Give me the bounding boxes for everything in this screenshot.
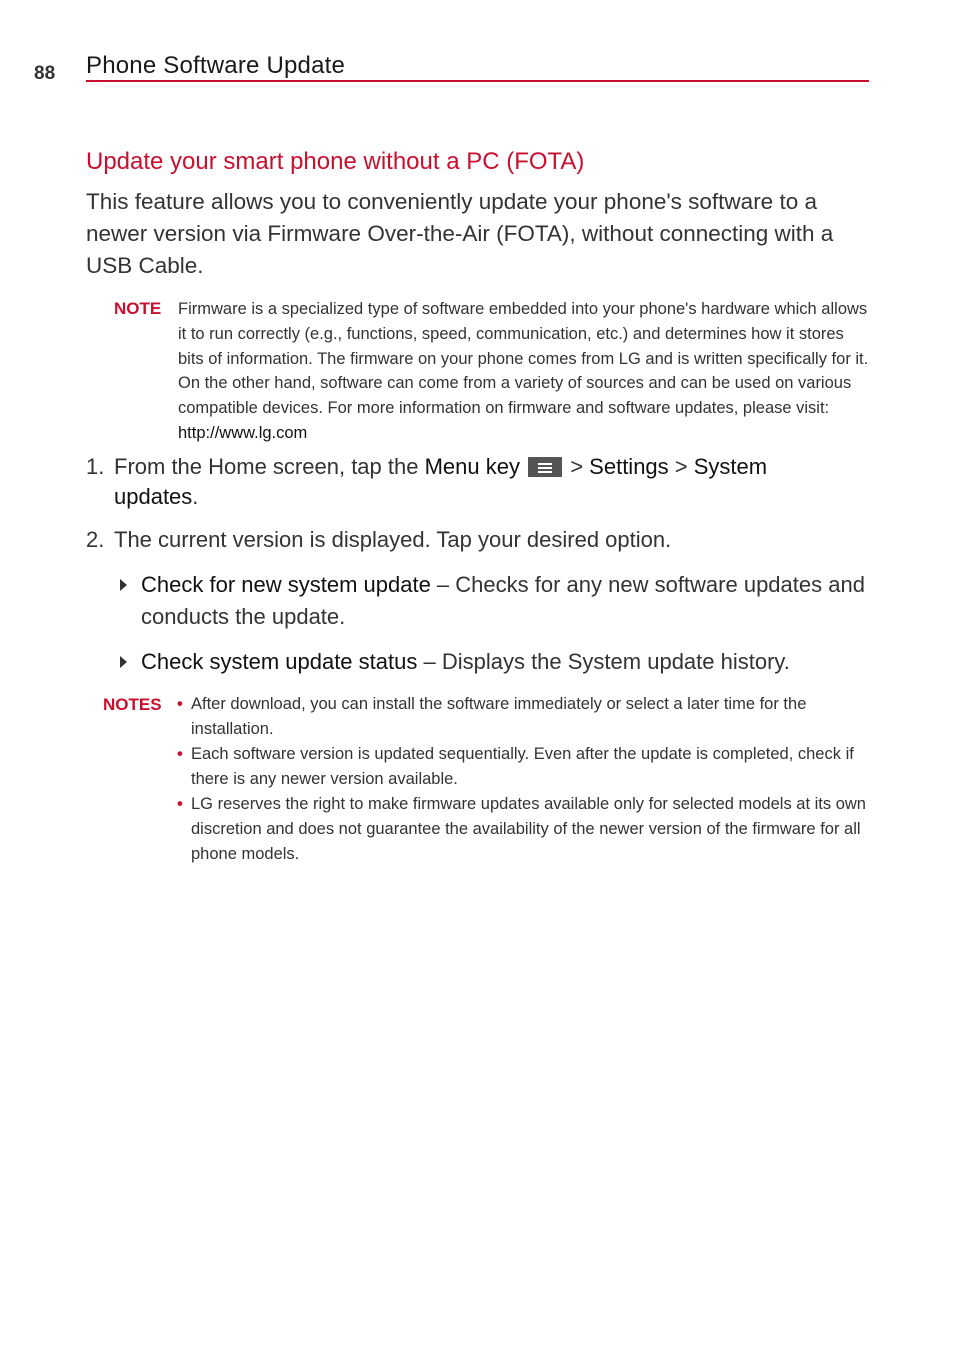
lg-website-link[interactable]: http://www.lg.com [178, 423, 308, 442]
bullet-triangle-icon [120, 656, 127, 668]
option-description: – Checks for any new software updates and conducts the update. [141, 572, 865, 629]
note-label: NOTE [114, 299, 162, 318]
settings-label: Settings [589, 454, 669, 479]
step-number: 2. [86, 527, 105, 552]
list-item: • Each software version is updated sequentially. Even after the update is completed, check if there is any newer version available. [177, 745, 854, 788]
menu-key-label: Menu key [424, 454, 520, 479]
menu-key-icon [528, 457, 562, 477]
step-1 [86, 452, 846, 514]
chapter-rule [86, 80, 869, 82]
option-title: Check system update status [141, 649, 418, 674]
list-item: • After download, you can install the software immediately or select a later time for the installation. [177, 695, 807, 738]
option-check-update-status [120, 646, 880, 678]
page-number: 88 [34, 63, 56, 84]
step-2-text: The current version is displayed. Tap your desired option. [114, 527, 672, 552]
list-item: • LG reserves the right to make firmware updates available only for selected models at its own discretion and does not guarantee the availability of the newer version of the firmware for all phone models. [177, 795, 866, 863]
note-body: Firmware is a specialized type of software embedded into your phone's hardware which allows it to run correctly (e.g., functions, speed, communication, etc.) and determines how it stores bits of information. The firmware on your phone comes from LG and is written specifically for it. On the other hand, software can come from a variety of sources and can be used on various compatible devices. For more information on firmware and software updates, please visit: [178, 300, 869, 418]
step-2 [86, 525, 846, 557]
chapter-title: Phone Software Update [86, 52, 346, 79]
intro-paragraph: This feature allows you to conveniently update your phone's software to a newer version via Firmware Over-the-Air (FOTA), without connecting with a USB Cable. [86, 189, 834, 278]
bullet-triangle-icon [120, 579, 127, 591]
note-text [178, 297, 870, 446]
step-number: 1. [86, 454, 105, 479]
step-1-text: From the Home screen, tap the Menu key > Settings > System updates. [114, 454, 768, 509]
section-heading: Update your smart phone without a PC (FOTA) [86, 148, 585, 175]
system-updates-label: System updates [114, 454, 768, 509]
option-check-new-update [120, 569, 880, 633]
option-title: Check for new system update [141, 572, 431, 597]
option-description: – Displays the System update history. [417, 649, 790, 674]
notes-list [177, 692, 867, 867]
notes-label: NOTES [103, 695, 162, 714]
